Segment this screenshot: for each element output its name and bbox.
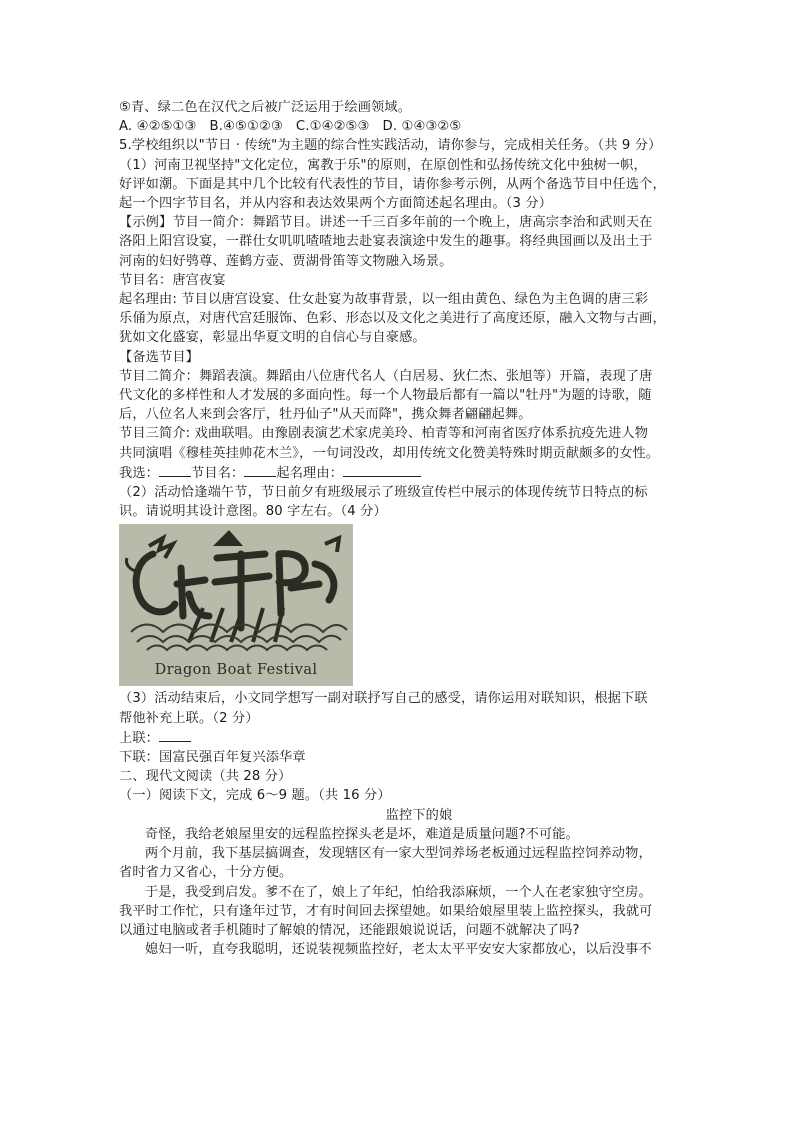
answer-choice-row: [119, 463, 679, 483]
example-program-name: 节目名：唐宫夜宴: [119, 272, 226, 288]
story-paragraph-1: 奇怪，我给老娘屋里安的远程监控探头老是坏，难道是质量问题?不可能。: [145, 826, 579, 842]
upper-couplet-row: [119, 728, 679, 748]
program-2-line-1: 节目二简介：舞蹈表演。舞蹈由八位唐代名人（白居易、狄仁杰、张旭等）开篇，表现了唐: [119, 368, 653, 384]
reason-line-3: 犹如文化盛宴，彰显出华夏文明的自信心与自豪感。: [119, 330, 426, 346]
document-page: [119, 98, 679, 959]
upper-couplet-blank[interactable]: [159, 728, 191, 742]
dragon-boat-festival-logo: [119, 524, 353, 686]
question-5-title: 5.学校组织以"节日 · 传统"为主题的综合性实践活动，请你参与，完成相关任务。（共 9 分）: [119, 138, 662, 154]
section-2-heading: 二、现代文阅读（共 28 分）: [119, 769, 292, 785]
example-line-2: 洛阳上阳宫设宴，一群仕女叽叽喳喳地去赴宴表演途中发生的趣事。将经典国画以及出土于: [119, 234, 653, 250]
story-paragraph-2-line-2: 省时省力又省心，十分方便。: [119, 865, 293, 881]
story-paragraph-2-line-1: 两个月前，我下基层搞调查，发现辖区有一家大型饲养场老板通过远程监控饲养动物，: [145, 846, 652, 862]
reason-line-2: 乐俑为原点，对唐代宫廷服饰、色彩、形态以及文化之美进行了高度还原，融入文物与古画，: [119, 311, 666, 327]
section-2-1-heading: （一）阅读下文，完成 6～9 题。（共 16 分）: [119, 788, 391, 804]
story-paragraph-3-line-3: 以通过电脑或者手机随时了解娘的情况，还能跟娘说说话，问题不就解决了吗?: [119, 922, 580, 938]
reason-line-1: 起名理由: 节目以唐宫设宴、仕女赴宴为故事背景，以一组由黄色、绿色为主色调的唐三彩: [119, 292, 649, 308]
reason-label: 起名理由：: [276, 465, 344, 481]
program-3-line-2: 共同演唱《穆桂英挂帅花木兰》，一句词没改，却用传统文化赞美特殊时期贡献颇多的女性。: [119, 445, 660, 461]
story-paragraph-3-line-1: 于是，我受到启发。爹不在了，娘上了年纪，怕给我添麻烦，一个人在老家独守空房。: [145, 884, 652, 900]
lower-couplet: 下联：国富民强百年复兴添华章: [119, 750, 306, 766]
example-line-3: 河南的妇好鸮尊、莲鹤方壶、贾湖骨笛等文物融入场景。: [119, 253, 453, 269]
q5-2-line-2: 识。请说明其设计意图。80 字左右。（4 分）: [119, 504, 387, 520]
options-note: ⑤青、绿二色在汉代之后被广泛运用于绘画领域。: [119, 100, 412, 115]
reason-blank[interactable]: [343, 463, 421, 477]
choice-blank[interactable]: [159, 463, 191, 477]
q5-3-line-2: 帮他补充上联。（2 分）: [119, 710, 259, 726]
program-name-blank[interactable]: [244, 463, 276, 477]
q5-1-line-3: 起一个四字节目名，并从内容和表达效果两个方面简述起名理由。（3 分）: [119, 196, 553, 212]
logo-caption: Dragon Boat Festival: [154, 662, 318, 679]
program-2-line-3: 后，八位名人来到会客厅，牡丹仙子"从天而降"，携众舞者翩翩起舞。: [119, 407, 532, 423]
upper-couplet-label: 上联：: [119, 730, 160, 746]
story-paragraph-3-line-2: 我平时工作忙，只有逢年过节，才有时间回去探望她。如果给娘屋里装上监控探头，我就可: [119, 903, 653, 919]
q5-3-line-1: （3）活动结束后，小文同学想写一副对联抒写自己的感受，请你运用对联知识，根据下联: [119, 691, 648, 707]
program-name-label: 节目名：: [191, 465, 245, 481]
options-row: A. ④②⑤①③ B.④⑤①②③ C.①④②⑤③ D. ①④③②⑤: [119, 119, 462, 135]
q5-1-line-1: （1）河南卫视坚持"文化定位，寓教于乐"的原则，在原创性和弘扬传统文化中独树一帜，: [119, 157, 647, 173]
choose-label: 我选：: [119, 465, 160, 481]
story-paragraph-4-line-1: 媳妇一听，直夸我聪明，还说装视频监控好，老太太平平安安大家都放心，以后没事不: [145, 942, 652, 958]
q5-2-line-1: （2）活动恰逢端午节，节日前夕有班级展示了班级宣传栏中展示的体现传统节日特点的标: [119, 485, 648, 501]
q5-1-line-2: 好评如潮。下面是其中几个比较有代表性的节目，请你参考示例，从两个备选节目中任选个，: [119, 176, 666, 192]
backup-programs-heading: 【备选节目】: [119, 349, 200, 365]
example-line-1: 【示例】节目一简介：舞蹈节目。讲述一千三百多年前的一个晚上，唐高宗李治和武则天在: [119, 215, 653, 231]
program-3-line-1: 节目三简介: 戏曲联唱。由豫剧表演艺术家虎美玲、柏青等和河南省医疗体系抗疫先进人物: [119, 426, 649, 442]
story-title: 监控下的娘: [385, 807, 453, 823]
program-2-line-2: 代文化的多样性和人才发展的多面向性。每一个人物最后都有一篇以"牡丹"为题的诗歌，随: [119, 388, 652, 404]
